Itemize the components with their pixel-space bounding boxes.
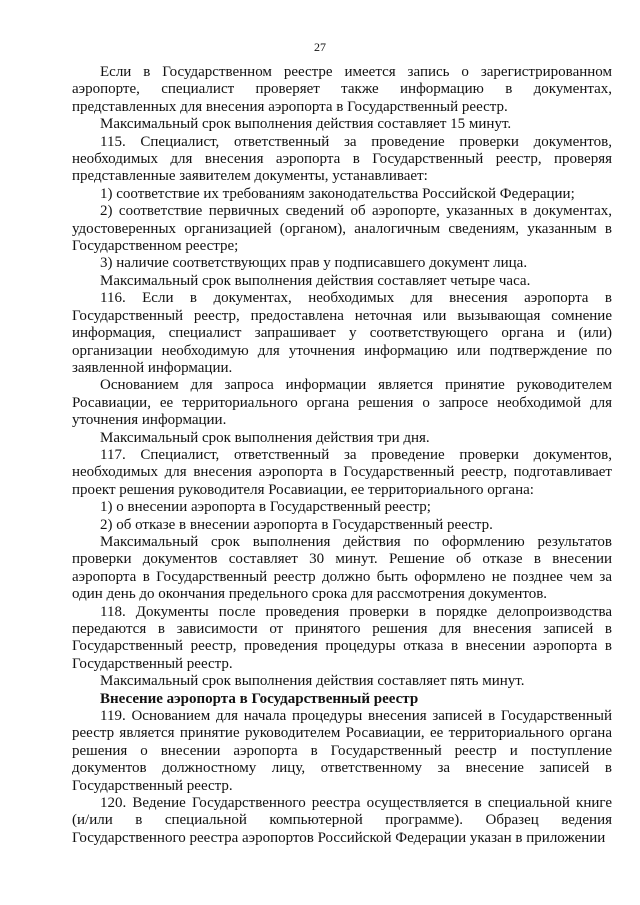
paragraph: 3) наличие соответствующих прав у подписавшего документ лица. [100,255,528,272]
paragraph: 116. Если в документах, необходимых для внесения аэропорта в Государственный реестр, предоставлена неточная или вызывающая сомнение информация, специалист запрашивает у соответствующего органа и (или) организации необходимую для уточнения информацию или подтверждение по заявленной информации. [72,290,612,376]
paragraph: 118. Документы после проведения проверки в порядке делопроизводства передаются в зависимости от принятого решения для внесения записей в Государственный реестр, проведения процедуры отказа в внесении аэропорта в Государственный реестр. [72,603,612,672]
paragraph: Основанием для запроса информации является принятие руководителем Росавиации, ее территориального органа решения о запросе необходимой для уточнения информации. [72,377,612,429]
paragraph: 119. Основанием для начала процедуры внесения записей в Государственный реестр является принятие руководителем Росавиации, ее территориального органа решения о внесении аэропорта в Государственный реестр и поступление документов должностному лицу, ответственному за внесение записей в Государственный реестр. [72,708,612,794]
paragraph: Если в Государственном реестре имеется запись о зарегистрированном аэропорте, специалист проверяет также информацию в документах, представленных для внесения аэропорта в Государственный реестр. [72,64,612,115]
paragraph: Максимальный срок выполнения действия три дня. [100,429,430,446]
paragraph: Максимальный срок выполнения действия составляет четыре часа. [100,272,531,289]
section-heading: Внесение аэропорта в Государственный реестр [100,690,419,707]
paragraph: Максимальный срок выполнения действия составляет пять минут. [100,673,525,690]
document-body [72,64,612,847]
page-number: 27 [314,40,326,54]
paragraph: 115. Специалист, ответственный за проведение проверки документов, необходимых для внесения аэропорта в Государственный реестр, проверяя представленные заявителем документы, устанавливает: [72,133,612,185]
paragraph: 2) соответствие первичных сведений об аэропорте, указанных в документах, удостоверенных организацией (органом), аналогичным сведениям, указанным в Государственном реестре; [72,203,612,255]
paragraph: 1) о внесении аэропорта в Государственный реестр; [100,499,431,516]
paragraph: Максимальный срок выполнения действия составляет 15 минут. [100,116,512,133]
paragraph: Максимальный срок выполнения действия по оформлению результатов проверки документов составляет 30 минут. Решение об отказе в внесении аэропорта в Государственный реестр должно быть оформлено не позднее чем за один день до окончания предельного срока для рассмотрения документов. [72,533,612,603]
paragraph: 117. Специалист, ответственный за проведение проверки документов, необходимых для внесения аэропорта в Государственный реестр, подготавливает проект решения руководителя Росавиации, ее территориального органа: [72,446,612,498]
paragraph: 1) соответствие их требованиям законодательства Российской Федерации; [100,185,575,202]
paragraph: 120. Ведение Государственного реестра осуществляется в специальной книге (и/или в специальной компьютерной программе). Образец ведения Государственного реестра аэропортов Российской Федерации указан в приложении [72,795,612,846]
paragraph: 2) об отказе в внесении аэропорта в Государственный реестр. [100,516,493,533]
